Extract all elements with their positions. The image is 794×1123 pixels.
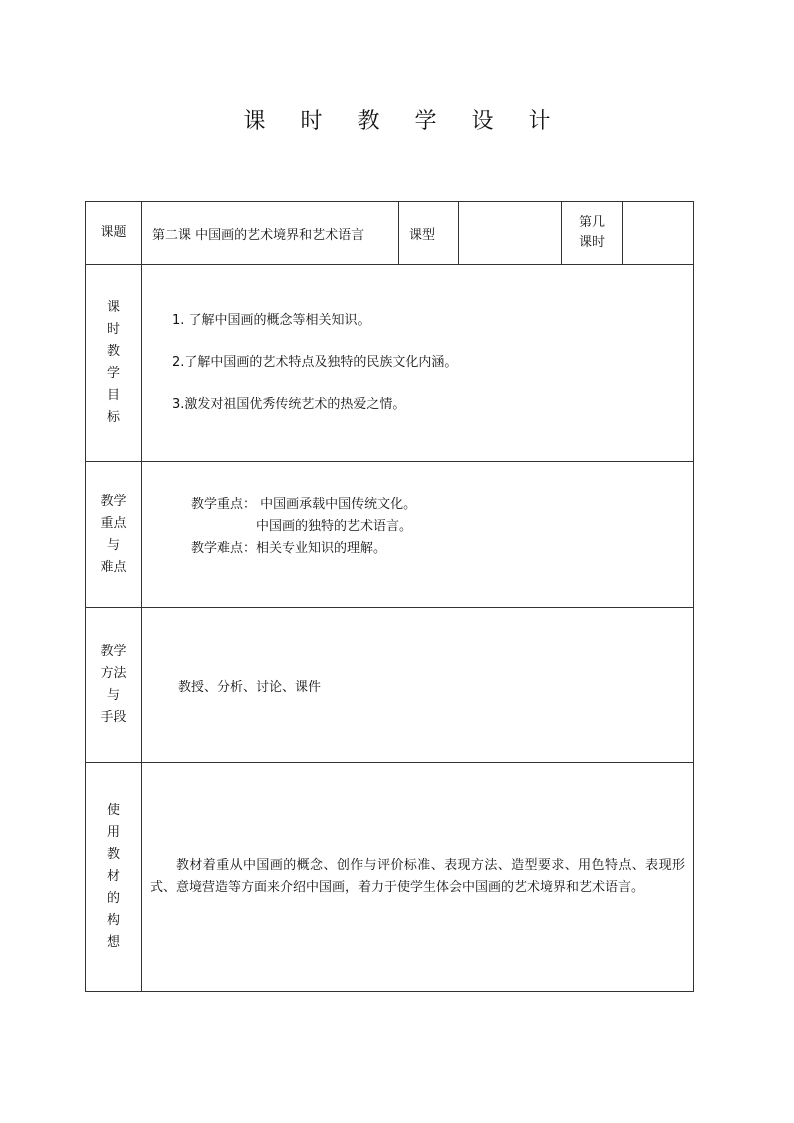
key-points-label-line: 与 (106, 537, 120, 553)
lesson-plan-table (85, 201, 694, 992)
objectives-row (86, 265, 694, 462)
key-points-label-line: 难点 (100, 559, 127, 575)
header-row (86, 202, 694, 265)
key-point-line (142, 516, 693, 538)
key-point-line (142, 494, 693, 516)
key-point-value: 中国画承载中国传统文化。 (256, 497, 417, 512)
textbook-row (86, 763, 694, 992)
textbook-label-char: 教 (106, 847, 120, 862)
textbook-content: 教材着重从中国画的概念、创作与评价标准、表现方法、造型要求、用色特点、表现形式、意境营造等方面来介绍中国画，着力于使学生体会中国画的艺术境界和艺术语言。 (142, 763, 694, 992)
objectives-label-char: 目 (106, 388, 120, 403)
textbook-label-char: 的 (106, 891, 120, 906)
methods-label (86, 608, 142, 763)
key-points-label-line: 教学 (100, 493, 127, 509)
difficulty-label: 教学难点： (190, 541, 256, 556)
session-label-line1: 第几 (578, 215, 605, 230)
lesson-type-label: 课型 (399, 202, 459, 265)
difficulty-value: 相关专业知识的理解。 (256, 541, 387, 556)
session-label-line2: 课时 (578, 235, 605, 250)
textbook-label-char: 想 (106, 935, 120, 950)
session-number-value (623, 202, 694, 265)
key-points-row (86, 462, 694, 608)
topic-value: 第二课 中国画的艺术境界和艺术语言 (142, 202, 399, 265)
textbook-label-char: 使 (106, 803, 120, 818)
objective-item: 1. 了解中国画的概念等相关知识。 (172, 313, 371, 328)
objectives-content (142, 265, 694, 462)
textbook-label-char: 材 (106, 869, 120, 884)
difficulty-line (142, 538, 693, 560)
key-point-label: 教学重点： (190, 497, 256, 512)
objectives-label (86, 265, 142, 462)
page-title: 课 时 教 学 设 计 (243, 109, 565, 134)
topic-label: 课题 (86, 202, 142, 265)
lesson-type-value (459, 202, 562, 265)
methods-row (86, 608, 694, 763)
objective-item: 3.激发对祖国优秀传统艺术的热爱之情。 (172, 397, 406, 412)
textbook-label (86, 763, 142, 992)
methods-label-line: 手段 (100, 710, 127, 725)
objectives-label-char: 时 (106, 322, 120, 337)
objectives-label-char: 教 (106, 344, 120, 359)
objectives-label-char: 标 (106, 410, 120, 425)
methods-label-line: 方法 (100, 666, 127, 681)
textbook-label-char: 构 (106, 913, 120, 928)
session-number-label (562, 202, 623, 265)
key-points-content (142, 462, 694, 608)
methods-content: 教授、分析、讨论、课件 (142, 608, 694, 763)
key-points-label-line: 重点 (100, 515, 127, 531)
objectives-label-char: 课 (106, 300, 120, 315)
methods-label-line: 教学 (100, 644, 127, 659)
textbook-label-char: 用 (106, 825, 120, 840)
objectives-label-char: 学 (106, 366, 120, 381)
key-point-value: 中国画的独特的艺术语言。 (256, 519, 413, 534)
objective-item: 2.了解中国画的艺术特点及独特的民族文化内涵。 (172, 355, 458, 370)
methods-label-line: 与 (106, 688, 120, 703)
key-points-label (86, 462, 142, 608)
